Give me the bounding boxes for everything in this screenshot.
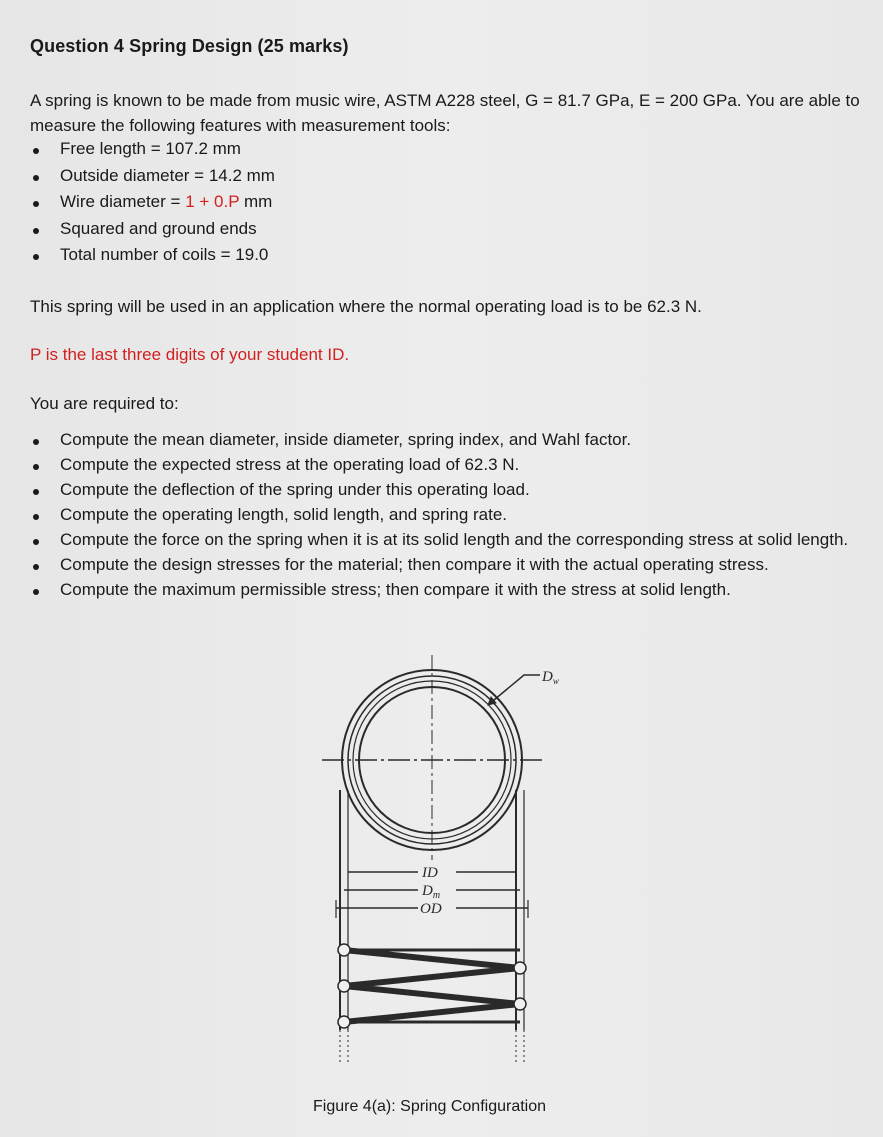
required-intro: You are required to:	[30, 394, 179, 413]
requirement-item: Compute the operating length, solid length, and spring rate.	[30, 504, 870, 525]
requirement-item: Compute the maximum permissible stress; then compare it with the stress at solid length.	[30, 579, 870, 600]
wire-diameter-prefix: Wire diameter =	[60, 192, 186, 211]
wire-diameter-unit: mm	[239, 192, 273, 211]
svg-text:Dw	[541, 669, 559, 686]
spring-figure	[310, 650, 570, 1070]
wire-section	[514, 998, 526, 1010]
requirements-list	[30, 429, 870, 604]
wire-diameter-formula: 1 + 0.P	[185, 192, 240, 211]
svg-text:Dm	[421, 883, 440, 901]
requirement-item: Compute the force on the spring when it is at its solid length and the corresponding stress at solid length.	[30, 529, 870, 550]
features-list	[30, 138, 275, 271]
dw-label-sub: w	[552, 676, 559, 686]
requirement-item: Compute the design stresses for the material; then compare it with the actual operating stress.	[30, 554, 870, 575]
wire-section	[338, 1016, 350, 1028]
student-id-note: P is the last three digits of your student ID.	[30, 345, 350, 364]
feature-ends: Squared and ground ends	[30, 218, 275, 245]
feature-free-length: Free length = 107.2 mm	[30, 138, 275, 165]
wire-section	[338, 980, 350, 992]
feature-wire-diameter	[30, 191, 275, 218]
application-paragraph: This spring will be used in an application where the normal operating load is to be 62.3 N.	[30, 297, 702, 316]
wire-section	[338, 944, 350, 956]
dm-label-sub: m	[432, 890, 441, 901]
od-label: OD	[420, 901, 442, 917]
feature-outside-diameter: Outside diameter = 14.2 mm	[30, 165, 275, 192]
dw-label: D	[542, 669, 553, 685]
question-title: Question 4 Spring Design (25 marks)	[30, 36, 349, 56]
requirement-item: Compute the mean diameter, inside diameter, spring index, and Wahl factor.	[30, 429, 870, 450]
requirement-item: Compute the deflection of the spring under this operating load.	[30, 479, 870, 500]
spring-coils	[344, 950, 520, 1022]
intro-paragraph: A spring is known to be made from music wire, ASTM A228 steel, G = 81.7 GPa, E = 200 GPa. You are able to measure the following features with measurement tools:	[30, 91, 860, 135]
dm-label: D	[422, 883, 433, 899]
feature-total-coils: Total number of coils = 19.0	[30, 244, 275, 271]
id-label: ID	[422, 865, 438, 881]
figure-caption: Figure 4(a): Spring Configuration	[313, 1098, 547, 1115]
dw-leader-line	[488, 675, 540, 705]
requirement-item: Compute the expected stress at the operating load of 62.3 N.	[30, 454, 870, 475]
wire-section	[514, 962, 526, 974]
